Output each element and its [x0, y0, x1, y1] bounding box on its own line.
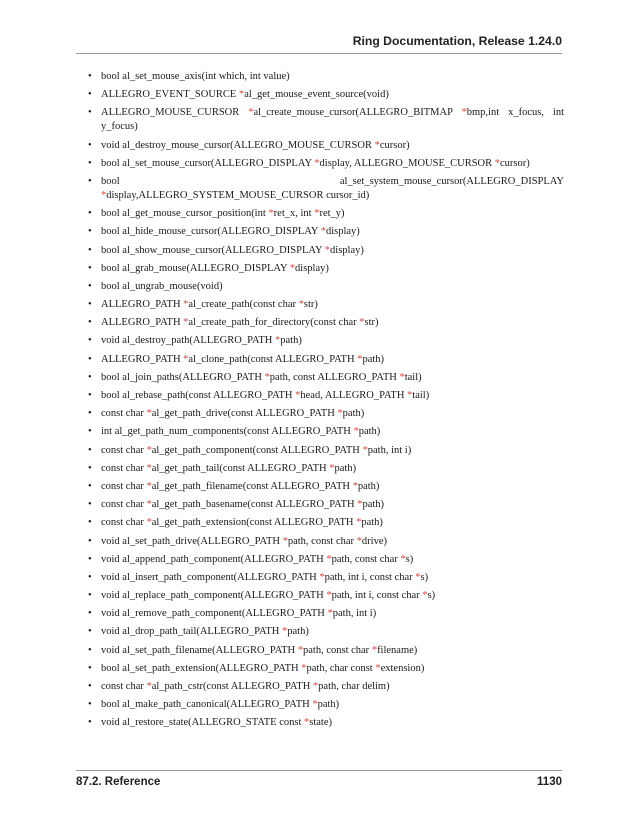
signature-text: path, const char	[303, 644, 372, 656]
pointer-asterisk: *	[312, 681, 319, 692]
list-item	[88, 207, 564, 221]
list-item	[88, 516, 564, 530]
signature-text: bool al_set_path_extension(ALLEGRO_PATH	[101, 662, 302, 674]
signature-text: tail)	[412, 390, 430, 401]
bullet-icon: •	[88, 535, 92, 547]
signature-text: path)	[342, 408, 365, 420]
signature-text: bool al_join_paths(ALLEGRO_PATH	[101, 371, 265, 383]
bullet-icon: •	[88, 408, 92, 420]
bullet-icon: •	[88, 139, 92, 151]
running-header: Ring Documentation, Release 1.24.0	[352, 34, 562, 48]
pointer-asterisk: *	[374, 139, 380, 151]
bullet-icon: •	[88, 280, 92, 292]
signature-text: const char	[101, 681, 147, 692]
pointer-asterisk: *	[329, 462, 335, 474]
pointer-asterisk: *	[295, 390, 301, 401]
signature-text: ret_y)	[319, 208, 345, 220]
pointer-asterisk: *	[282, 535, 288, 547]
signature-text: void al_restore_state(ALLEGRO_STATE const	[101, 717, 304, 729]
signature-text: ALLEGRO_EVENT_SOURCE	[101, 89, 239, 101]
signature-text: const char	[101, 444, 147, 456]
pointer-asterisk: *	[461, 107, 467, 119]
bullet-icon: •	[88, 644, 92, 656]
bullet-icon: •	[88, 699, 92, 711]
signature-text: display)	[295, 262, 329, 274]
list-item	[88, 280, 564, 294]
signature-text: str)	[364, 317, 379, 329]
signature-text: al_get_path_drive(const ALLEGRO_PATH	[151, 408, 338, 420]
signature-text: al_create_path_for_directory(const char	[188, 317, 360, 329]
pointer-asterisk: *	[268, 208, 274, 220]
pointer-asterisk: *	[326, 590, 332, 602]
pointer-asterisk: *	[362, 444, 368, 456]
pointer-asterisk: *	[312, 699, 318, 711]
pointer-asterisk: *	[407, 390, 413, 401]
signature-text: path)	[362, 353, 385, 365]
bullet-icon: •	[88, 662, 92, 674]
pointer-asterisk: *	[357, 353, 363, 365]
pointer-asterisk: *	[101, 189, 107, 201]
pointer-asterisk: *	[248, 107, 254, 119]
footer-section: 87.2. Reference	[76, 776, 161, 788]
signature-text: bool al_grab_mouse(ALLEGRO_DISPLAY	[101, 262, 290, 274]
signature-text: bool al_set_mouse_axis(int which, int value)	[101, 71, 290, 82]
pointer-asterisk: *	[264, 371, 270, 383]
bullet-icon: •	[88, 426, 92, 438]
signature-text: void al_set_path_filename(ALLEGRO_PATH	[101, 644, 298, 656]
pointer-asterisk: *	[289, 262, 296, 274]
bullet-icon: •	[88, 626, 92, 638]
list-item	[88, 371, 564, 385]
pointer-asterisk: *	[146, 681, 152, 692]
list-item	[88, 644, 564, 658]
bullet-icon: •	[88, 371, 92, 383]
bullet-icon: •	[88, 717, 92, 729]
pointer-asterisk: *	[400, 553, 406, 565]
list-item	[88, 139, 564, 153]
signature-text: void al_remove_path_component(ALLEGRO_PATH	[101, 608, 328, 620]
bullet-icon: •	[88, 71, 92, 82]
signature-text: void al_set_path_drive(ALLEGRO_PATH	[101, 535, 283, 547]
signature-text: al_create_path(const char	[188, 299, 299, 311]
bullet-icon: •	[88, 444, 92, 456]
signature-text: bool al_set_system_mouse_cursor(ALLEGRO_DISPLAY	[101, 175, 564, 187]
pointer-asterisk: *	[146, 517, 152, 529]
pointer-asterisk: *	[399, 371, 405, 383]
pointer-asterisk: *	[146, 480, 152, 492]
signature-text: const char	[101, 480, 147, 492]
signature-text: const char	[101, 408, 147, 420]
signature-text: al_get_mouse_event_source(void)	[244, 89, 389, 101]
list-item	[88, 425, 564, 439]
list-item	[88, 553, 564, 567]
list-item	[88, 70, 564, 84]
bullet-icon: •	[88, 317, 92, 329]
list-item	[88, 571, 564, 585]
bullet-icon: •	[88, 390, 92, 401]
signature-text: const char	[101, 517, 147, 529]
pointer-asterisk: *	[304, 717, 310, 729]
list-item	[88, 389, 564, 403]
pointer-asterisk: *	[375, 662, 381, 674]
signature-text: ALLEGRO_PATH	[101, 299, 184, 311]
signature-text: bool al_show_mouse_cursor(ALLEGRO_DISPLAY	[101, 244, 325, 256]
list-item	[88, 175, 564, 203]
pointer-asterisk: *	[356, 535, 362, 547]
pointer-asterisk: *	[146, 462, 152, 474]
list-item	[88, 106, 564, 134]
pointer-asterisk: *	[324, 244, 331, 256]
bullet-icon: •	[88, 89, 92, 101]
list-item	[88, 698, 564, 712]
bullet-icon: •	[88, 335, 92, 347]
list-item	[88, 716, 564, 730]
list-item	[88, 480, 564, 494]
pointer-asterisk: *	[146, 444, 152, 456]
bullet-icon: •	[88, 262, 92, 274]
signature-text: ALLEGRO_MOUSE_CURSOR	[101, 107, 249, 119]
list-item	[88, 353, 564, 367]
signature-text: s)	[405, 553, 414, 565]
signature-text: s)	[420, 571, 429, 583]
signature-text: al_get_path_filename(const ALLEGRO_PATH	[151, 480, 353, 492]
pointer-asterisk: *	[353, 426, 359, 438]
signature-text: drive)	[361, 535, 387, 547]
signature-text: bool al_get_mouse_cursor_position(int	[101, 208, 269, 220]
signature-text: void al_insert_path_component(ALLEGRO_PATH	[101, 571, 320, 583]
signature-text: path)	[361, 517, 383, 529]
signature-text: int al_get_path_num_components(const ALLEGRO_PATH	[101, 426, 354, 438]
signature-text: tail)	[404, 371, 422, 383]
list-item	[88, 407, 564, 421]
list-item	[88, 244, 564, 258]
pointer-asterisk: *	[275, 335, 281, 347]
bullet-icon: •	[88, 517, 92, 529]
signature-text: path, const ALLEGRO_PATH	[269, 371, 400, 383]
signature-text: ret_x, int	[273, 208, 315, 220]
pointer-asterisk: *	[319, 571, 325, 583]
pointer-asterisk: *	[356, 517, 362, 529]
signature-text: void al_append_path_component(ALLEGRO_PATH	[101, 553, 327, 565]
bullet-icon: •	[88, 208, 92, 220]
pointer-asterisk: *	[298, 299, 304, 311]
bullet-icon: •	[88, 681, 92, 692]
list-item	[88, 680, 564, 694]
signature-text: path, int i, const char	[324, 571, 416, 583]
signature-text: al_get_path_basename(const ALLEGRO_PATH	[151, 499, 358, 511]
signature-text: str)	[303, 299, 318, 311]
signature-text: path, char delim)	[318, 681, 390, 692]
signature-text: bmp,int x_focus, int y_focus)	[101, 107, 565, 133]
bullet-icon: •	[88, 608, 92, 620]
signature-text: path)	[280, 335, 302, 347]
signature-text: bool al_make_path_canonical(ALLEGRO_PATH	[101, 699, 313, 711]
signature-text: display, ALLEGRO_MOUSE_CURSOR	[319, 157, 495, 169]
pointer-asterisk: *	[314, 208, 320, 220]
signature-text: path)	[358, 426, 381, 438]
pointer-asterisk: *	[238, 89, 245, 101]
signature-text: s)	[427, 590, 436, 602]
signature-text: head, ALLEGRO_PATH	[300, 390, 408, 401]
bullet-icon: •	[88, 571, 92, 583]
signature-text: path)	[287, 626, 309, 638]
signature-text: path, int i)	[367, 444, 412, 456]
bullet-icon: •	[88, 462, 92, 474]
footer-rule	[76, 770, 562, 771]
signature-text: bool al_hide_mouse_cursor(ALLEGRO_DISPLAY	[101, 226, 321, 238]
pointer-asterisk: *	[494, 157, 501, 169]
bullet-icon: •	[88, 299, 92, 311]
signature-text: bool al_rebase_path(const ALLEGRO_PATH	[101, 390, 296, 401]
pointer-asterisk: *	[422, 590, 428, 602]
pointer-asterisk: *	[326, 553, 332, 565]
signature-text: al_get_path_tail(const ALLEGRO_PATH	[151, 462, 330, 474]
signature-text: path)	[334, 462, 357, 474]
signature-text: path, const char	[287, 535, 357, 547]
pointer-asterisk: *	[314, 157, 320, 169]
list-item	[88, 607, 564, 621]
signature-text: cursor)	[379, 139, 410, 151]
bullet-icon: •	[88, 157, 92, 169]
list-item	[88, 157, 564, 171]
signature-text: const char	[101, 499, 147, 511]
signature-text: void al_destroy_path(ALLEGRO_PATH	[101, 335, 276, 347]
list-item	[88, 88, 564, 102]
list-item	[88, 535, 564, 549]
signature-text: bool al_set_mouse_cursor(ALLEGRO_DISPLAY	[101, 157, 315, 169]
signature-text: void al_destroy_mouse_cursor(ALLEGRO_MOUSE_CURSOR	[101, 139, 375, 151]
list-item	[88, 589, 564, 603]
pointer-asterisk: *	[301, 662, 307, 674]
bullet-icon: •	[88, 480, 92, 492]
signature-text: extension)	[380, 662, 425, 674]
signature-text: path)	[362, 499, 385, 511]
pointer-asterisk: *	[183, 353, 189, 365]
signature-text: bool al_ungrab_mouse(void)	[101, 280, 223, 292]
list-item	[88, 498, 564, 512]
bullet-icon: •	[88, 590, 92, 602]
signature-text: al_path_cstr(const ALLEGRO_PATH	[151, 681, 313, 692]
header-rule	[76, 53, 562, 54]
pointer-asterisk: *	[282, 626, 288, 638]
signature-text: path)	[317, 699, 340, 711]
list-item	[88, 225, 564, 239]
signature-text: void al_replace_path_component(ALLEGRO_PATH	[101, 590, 327, 602]
list-item	[88, 662, 564, 676]
pointer-asterisk: *	[146, 408, 152, 420]
signature-text: state)	[309, 717, 332, 729]
signature-text: void al_drop_path_tail(ALLEGRO_PATH	[101, 626, 283, 638]
signature-text: path, int i, const char	[331, 590, 423, 602]
pointer-asterisk: *	[357, 499, 363, 511]
signature-text: path)	[357, 480, 380, 492]
bullet-icon: •	[88, 553, 92, 565]
bullet-icon: •	[88, 353, 92, 365]
signature-text: cursor)	[500, 157, 530, 169]
pointer-asterisk: *	[337, 408, 343, 420]
pointer-asterisk: *	[183, 317, 189, 329]
signature-text: path, const char	[331, 553, 401, 565]
bullet-icon: •	[88, 175, 92, 187]
bullet-icon: •	[88, 499, 92, 511]
signature-text: ALLEGRO_PATH	[101, 317, 184, 329]
signature-text: al_create_mouse_cursor(ALLEGRO_BITMAP	[253, 107, 462, 119]
signature-text: al_get_path_extension(const ALLEGRO_PATH	[151, 517, 357, 529]
list-item	[88, 298, 564, 312]
pointer-asterisk: *	[415, 571, 421, 583]
signature-text: path, int i)	[332, 608, 377, 620]
function-list	[88, 70, 564, 735]
pointer-asterisk: *	[146, 499, 152, 511]
signature-text: al_get_path_component(const ALLEGRO_PATH	[151, 444, 363, 456]
pointer-asterisk: *	[371, 644, 378, 656]
signature-text: const char	[101, 462, 147, 474]
bullet-icon: •	[88, 107, 92, 119]
signature-text: display,ALLEGRO_SYSTEM_MOUSE_CURSOR cursor_id)	[106, 189, 370, 201]
list-item	[88, 462, 564, 476]
list-item	[88, 316, 564, 330]
pointer-asterisk: *	[183, 299, 189, 311]
bullet-icon: •	[88, 226, 92, 238]
list-item	[88, 625, 564, 639]
signature-text: display)	[330, 244, 364, 256]
list-item	[88, 262, 564, 276]
signature-text: al_clone_path(const ALLEGRO_PATH	[188, 353, 358, 365]
pointer-asterisk: *	[359, 317, 365, 329]
signature-text: ALLEGRO_PATH	[101, 353, 184, 365]
bullet-icon: •	[88, 244, 92, 256]
signature-text: filename)	[377, 644, 418, 656]
pointer-asterisk: *	[320, 226, 326, 238]
pointer-asterisk: *	[352, 480, 358, 492]
list-item	[88, 444, 564, 458]
page-number: 1130	[537, 776, 562, 788]
signature-text: path, char const	[306, 662, 376, 674]
signature-text: display)	[325, 226, 360, 238]
list-item	[88, 334, 564, 348]
pointer-asterisk: *	[327, 608, 333, 620]
pointer-asterisk: *	[297, 644, 303, 656]
